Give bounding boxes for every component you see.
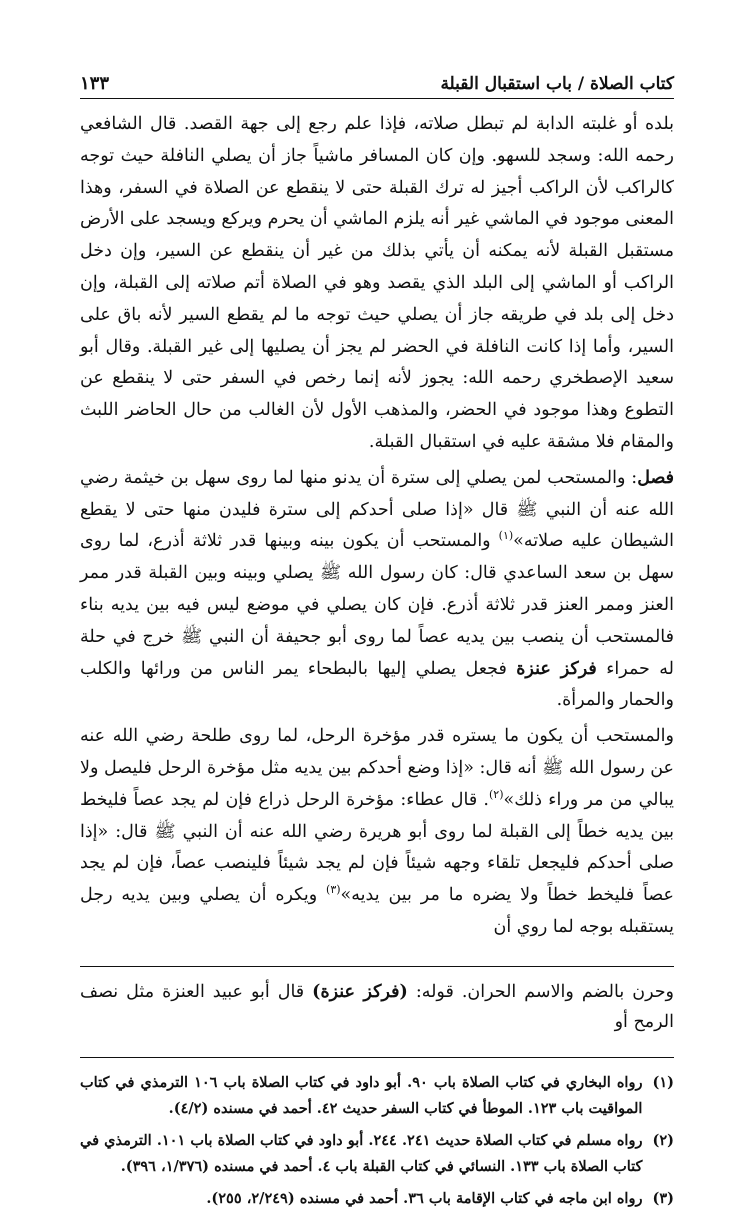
paragraph-2-text-a: : والمستحب لمن يصلي إلى سترة أن يدنو منها لما روى سهل بن خيثمة رضي الله عنه أن النبي ﷺ قال «إذا صلى أحدكم إلى سترة فليدن منها حتى لا يقطع الشيطان عليه صلاته» bbox=[80, 467, 674, 552]
paragraph-3-text-b: . قال عطاء: مؤخرة الرحل ذراع فإن لم يجد عصاً فليخط بين يديه خطاً إلى القبلة لما روى أبو هريرة رضي الله عنه أن النبي ﷺ قال: «إذا صلى أحدكم فليجعل تلقاء وجهه شيئاً فإن لم يجد شيئاً فلينصب عصاً، فإن لم يجد عصاً فليخط خطاً ولا يضره ما مر بين يديه» bbox=[80, 789, 674, 906]
footnote-number: (٣) bbox=[652, 1189, 674, 1207]
bold-phrase: فركز عنزة bbox=[516, 658, 597, 679]
paragraph-1 bbox=[80, 109, 674, 459]
footnote-separator bbox=[80, 1057, 674, 1058]
gloss-text bbox=[80, 977, 674, 1037]
footnote-ref-2: (٢) bbox=[488, 787, 504, 801]
footnote-1 bbox=[80, 1070, 674, 1122]
main-text bbox=[80, 109, 674, 944]
footnote-text: رواه مسلم في كتاب الصلاة حديث ٢٤١. ٢٤٤. أبو داود في كتاب الصلاة باب ١٠١. الترمذي في كتاب الصلاة باب ١٣٣. النسائي في كتاب القبلة باب ٤. أحمد في مسنده (١/٣٧٦، ٣٩٦). bbox=[80, 1131, 643, 1175]
section-keyword: فصل bbox=[637, 467, 674, 488]
footnote-ref-3: (٣) bbox=[326, 883, 341, 897]
footnote-text: رواه ابن ماجه في كتاب الإقامة باب ٣٦. أحمد في مسنده (٢/٢٤٩، ٢٥٥). bbox=[206, 1189, 643, 1207]
page-number: ١٣٣ bbox=[80, 73, 110, 94]
gloss-separator bbox=[80, 966, 674, 967]
paragraph-3 bbox=[80, 721, 674, 944]
paragraph-2 bbox=[80, 463, 674, 717]
paragraph-2-text-c: فجعل يصلي إليها بالبطحاء يمر الناس من ورائها والكلب والحمار والمرأة. bbox=[80, 658, 674, 711]
footnote-number: (١) bbox=[652, 1073, 674, 1091]
running-header bbox=[80, 64, 674, 99]
running-title: كتاب الصلاة / باب استقبال القبلة bbox=[440, 74, 674, 94]
footnote-ref-1: (١) bbox=[498, 529, 514, 543]
footnote-3 bbox=[80, 1186, 674, 1212]
footnote-number: (٢) bbox=[652, 1131, 674, 1149]
paragraph-3-text-c: ويكره أن يصلي وبين يديه رجل يستقبله بوجه لما روي أن bbox=[80, 885, 674, 937]
footnote-2 bbox=[80, 1128, 674, 1180]
paragraph-2-text-b: والمستحب أن يكون بينه وبينها قدر ثلاثة أذرع، لما روى سهل بن سعد الساعدي قال: كان رسول الله ﷺ يصلي وبينه وبين القبلة قدر ممر العنز وممر العنز قدر ثلاثة أذرع. فإن كان يصلي في موضع ليس فيه بين يديه بناء فالمستحب أن ينصب بين يديه عصاً لما روى أبو جحيفة أن النبي ﷺ خرج في حلة له حمراء bbox=[80, 531, 675, 679]
gloss-keyword: (فركز عنزة) bbox=[312, 981, 408, 1002]
paragraph-3-text-a: والمستحب أن يكون ما يستره قدر مؤخرة الرحل، لما روى طلحة رضي الله عنه عن رسول الله ﷺ أنه قال: «إذا وضع أحدكم بين يديه مثل مؤخرة الرحل فليصل ولا يبالي من مر وراء ذلك» bbox=[80, 726, 674, 810]
gloss-text-a: وحرن بالضم والاسم الحران. قوله: bbox=[407, 981, 674, 1002]
footnotes bbox=[80, 1070, 674, 1212]
gloss-text-b: قال أبو عبيد العنزة مثل نصف الرمح أو bbox=[80, 981, 674, 1032]
footnote-text: رواه البخاري في كتاب الصلاة باب ٩٠. أبو داود في كتاب الصلاة باب ١٠٦ الترمذي في كتاب المواقيت باب ١٢٣. الموطأ في كتاب السفر حديث ٤٢. أحمد في مسنده (٤/٢). bbox=[80, 1073, 643, 1117]
paragraph-1-text: بلده أو غلبته الدابة لم تبطل صلاته، فإذا علم رجع إلى جهة القصد. قال الشافعي رحمه الله: وسجد للسهو. وإن كان المسافر ماشياً جاز أن يصلي النافلة حيث توجه كالراكب لأن الراكب أجيز له ترك القبلة حتى لا ينقطع عن الصلاة في السفر، وهذا المعنى موجود في الماشي غير أنه يلزم الماشي أن يحرم ويركع ويسجد على الأرض مستقبل القبلة لأنه يمكنه أن يأتي بذلك من غير أن ينقطع عن السير، وإن دخل الراكب أو الماشي إلى البلد الذي يقصد وهو في الصلاة أتم صلاته إلى القبلة، وإن دخل إلى بلد في طريقه جاز أن يصلي حيث توجه ما لم يقطع السير لأنه باق على السير، وأما إذا كانت النافلة في الحضر لم يجز أن يصليها إلى غير القبلة. وقال أبو سعيد الإصطخري رحمه الله: يجوز لأنه إنما رخص في السفر حتى لا ينقطع عن التطوع وهذا موجود في الحضر، والمذهب الأول لأن الغالب من حال الحاضر اللبث والمقام فلا مشقة عليه في استقبال القبلة. bbox=[80, 114, 674, 452]
